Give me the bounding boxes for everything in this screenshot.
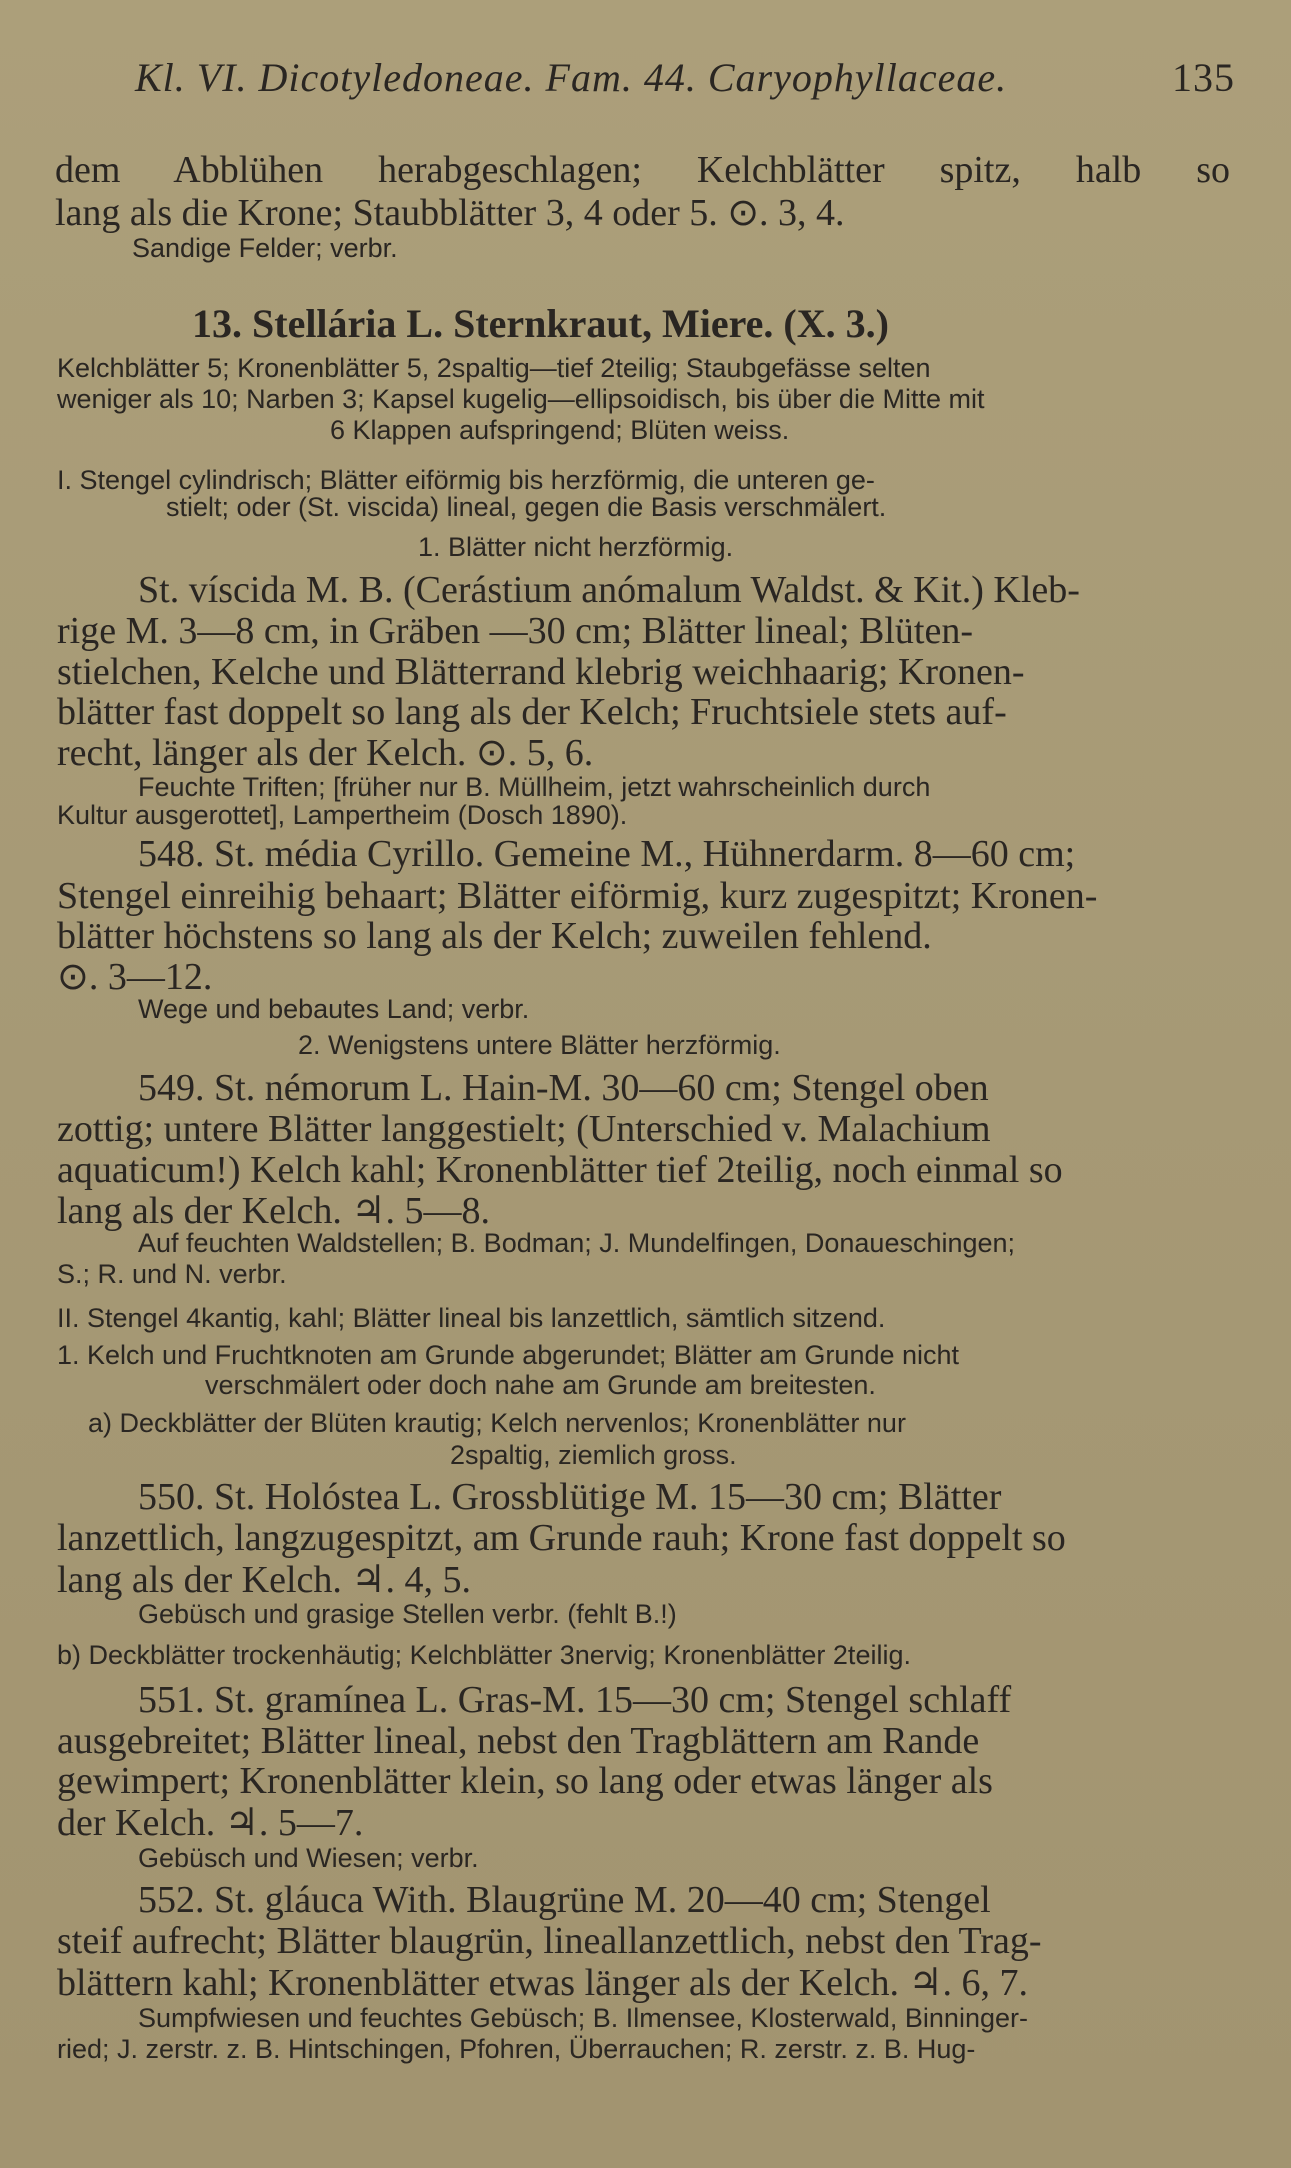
species-line: gewimpert; Kronenblätter klein, so lang oder etwas länger als: [57, 1760, 993, 1802]
text-line: 6 Klappen aufspringend; Blüten weiss.: [330, 415, 790, 445]
species-line: Stengel einreihig behaart; Blätter eiförmig, kurz zugespitzt; Kronen-: [57, 875, 1098, 917]
genus-heading: 13. Stellária L. Sternkraut, Miere. (X. 3.): [192, 301, 889, 346]
key-line: b) Deckblätter trockenhäutig; Kelchblätter 3nervig; Kronenblätter 2teilig.: [57, 1640, 911, 1670]
species-line: blätter höchstens so lang als der Kelch; zuweilen fehlend.: [57, 915, 932, 957]
locality-line: Kultur ausgerottet], Lampertheim (Dosch 1890).: [57, 800, 628, 830]
species-line: der Kelch. ♃. 5—7.: [57, 1802, 364, 1844]
species-line: zottig; untere Blätter langgestielt; (Unterschied v. Malachium: [57, 1108, 991, 1150]
text-line: Sandige Felder; verbr.: [132, 233, 398, 263]
running-header: [135, 54, 1235, 101]
species-line: 552. St. gláuca With. Blaugrüne M. 20—40 cm; Stengel: [138, 1879, 991, 1921]
species-line: 550. St. Holóstea L. Grossblütige M. 15—30 cm; Blätter: [138, 1476, 1002, 1518]
key-line: a) Deckblätter der Blüten krautig; Kelch nervenlos; Kronenblätter nur: [88, 1408, 906, 1438]
locality-line: Gebüsch und Wiesen; verbr.: [138, 1843, 479, 1873]
page-number: 135: [1172, 55, 1235, 100]
locality-line: Sumpfwiesen und feuchtes Gebüsch; B. Ilmensee, Klosterwald, Binninger-: [138, 2003, 1028, 2033]
species-line: lang als der Kelch. ♃. 5—8.: [57, 1190, 490, 1232]
key-line: stielt; oder (St. viscida) lineal, gegen die Basis verschmälert.: [166, 492, 887, 522]
key-line: 2. Wenigstens untere Blätter herzförmig.: [298, 1030, 781, 1060]
text-line: lang als die Krone; Staubblätter 3, 4 oder 5. ⊙. 3, 4.: [55, 192, 845, 234]
text-line: dem Abblühen herabgeschlagen; Kelchblätter spitz, halb so: [55, 149, 1230, 191]
locality-line: ried; J. zerstr. z. B. Hintschingen, Pfohren, Überrauchen; R. zerstr. z. B. Hug-: [57, 2034, 976, 2064]
locality-line: Feuchte Triften; [früher nur B. Müllheim, jetzt wahrscheinlich durch: [138, 772, 931, 802]
key-line: II. Stengel 4kantig, kahl; Blätter lineal bis lanzettlich, sämtlich sitzend.: [57, 1303, 886, 1333]
key-line: 1. Blätter nicht herzförmig.: [418, 532, 734, 562]
species-line: ⊙. 3—12.: [57, 956, 213, 998]
text-line: weniger als 10; Narben 3; Kapsel kugelig—ellipsoidisch, bis über die Mitte mit: [57, 384, 985, 414]
header-title: Kl. VI. Dicotyledoneae. Fam. 44. Caryophyllaceae.: [135, 55, 1008, 100]
key-line: 2spaltig, ziemlich gross.: [450, 1440, 737, 1470]
species-line: lanzettlich, langzugespitzt, am Grunde rauh; Krone fast doppelt so: [57, 1517, 1066, 1559]
key-line: 1. Kelch und Fruchtknoten am Grunde abgerundet; Blätter am Grunde nicht: [57, 1340, 960, 1370]
species-line: 548. St. média Cyrillo. Gemeine M., Hühnerdarm. 8—60 cm;: [138, 833, 1076, 875]
species-line: blätter fast doppelt so lang als der Kelch; Fruchtsiele stets auf-: [57, 691, 1007, 733]
species-line: ausgebreitet; Blätter lineal, nebst den Tragblättern am Rande: [57, 1720, 980, 1762]
locality-line: Auf feuchten Waldstellen; B. Bodman; J. Mundelfingen, Donaueschingen;: [138, 1228, 1016, 1258]
species-line: lang als der Kelch. ♃. 4, 5.: [57, 1559, 471, 1601]
species-line: steif aufrecht; Blätter blaugrün, lineallanzettlich, nebst den Trag-: [57, 1920, 1042, 1962]
species-line: 549. St. némorum L. Hain-M. 30—60 cm; Stengel oben: [138, 1067, 989, 1109]
species-line: rige M. 3—8 cm, in Gräben —30 cm; Blätter lineal; Blüten-: [57, 610, 974, 652]
key-line: verschmälert oder doch nahe am Grunde am breitesten.: [205, 1370, 876, 1400]
key-line: I. Stengel cylindrisch; Blätter eiförmig bis herzförmig, die unteren ge-: [57, 465, 875, 495]
species-line: 551. St. gramínea L. Gras-M. 15—30 cm; Stengel schlaff: [138, 1679, 1012, 1721]
locality-line: S.; R. und N. verbr.: [57, 1259, 287, 1289]
species-line: recht, länger als der Kelch. ⊙. 5, 6.: [57, 732, 594, 774]
species-line: aquaticum!) Kelch kahl; Kronenblätter tief 2teilig, noch einmal so: [57, 1149, 1063, 1191]
species-line: stielchen, Kelche und Blätterrand klebrig weichhaarig; Kronen-: [57, 651, 1025, 693]
species-line: blättern kahl; Kronenblätter etwas länger als der Kelch. ♃. 6, 7.: [57, 1962, 1029, 2004]
locality-line: Gebüsch und grasige Stellen verbr. (fehlt B.!): [138, 1599, 677, 1629]
text-line: Kelchblätter 5; Kronenblätter 5, 2spaltig—tief 2teilig; Staubgefässe selten: [57, 353, 931, 383]
locality-line: Wege und bebautes Land; verbr.: [138, 994, 530, 1024]
species-line: St. víscida M. B. (Cerástium anómalum Waldst. & Kit.) Kleb-: [138, 569, 1080, 611]
